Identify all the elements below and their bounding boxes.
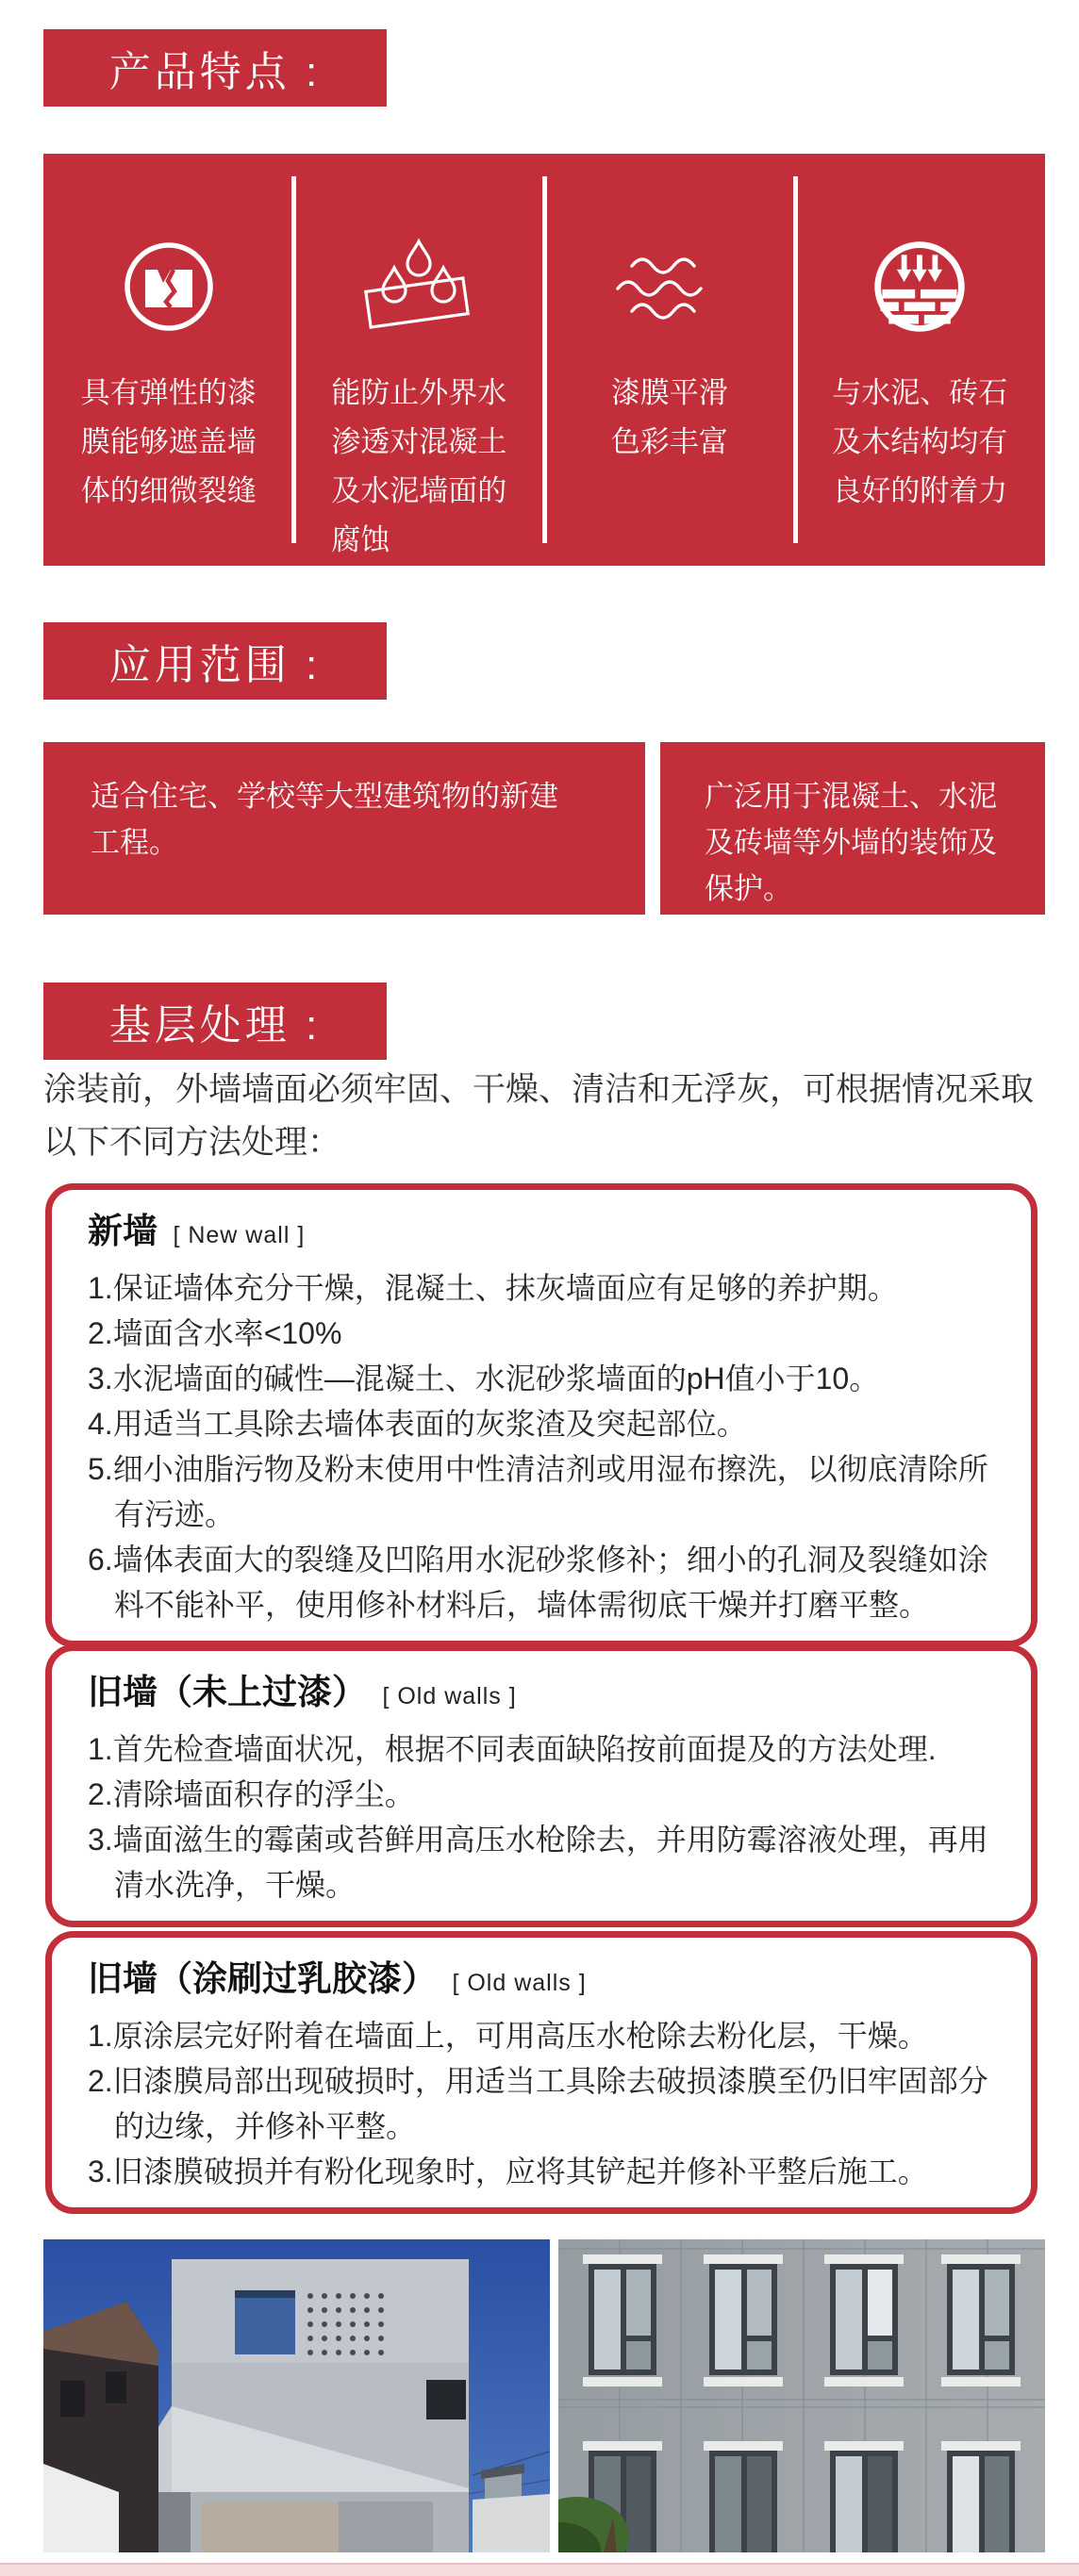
instruction-item: 1.保证墙体充分干燥，混凝土、抹灰墙面应有足够的养护期。	[88, 1271, 898, 1305]
box-title-en: [ Old walls ]	[382, 1683, 517, 1709]
section-heading-product-features: 产品特点 :	[108, 49, 322, 95]
application-card-text: 广泛用于混凝土、水泥及砖墙等外墙的装饰及保护。	[705, 780, 997, 905]
instruction-item: 2.旧漆膜局部出现破损时，用适当工具除去破损漆膜至仍旧牢固部分的边缘，并修补平整。	[88, 2064, 988, 2143]
box-title	[88, 1205, 995, 1265]
feature-text	[832, 369, 1007, 516]
feature-line: 漆膜平滑	[610, 376, 728, 409]
feature-text	[81, 369, 257, 516]
instruction-item: 3.墙面滋生的霉菌或苔鲜用高压水枪除去，并用防霉溶液处理，再用清水洗净，干燥。	[88, 1823, 988, 1902]
instruction-box-new-wall	[45, 1183, 1038, 1647]
box-title-zh: 新墙	[88, 1212, 158, 1250]
instruction-item: 1.原涂层完好附着在墙面上，可用高压水枪除去粉化层，干燥。	[88, 2019, 928, 2053]
box-title-en: [ Old walls ]	[452, 1970, 587, 1996]
instruction-item: 5.细小油脂污物及粉末使用中性清洁剂或用湿布擦洗，以彻底清除所有污迹。	[88, 1452, 988, 1531]
feature-text	[611, 369, 728, 467]
feature-item-smooth-film	[544, 154, 795, 566]
feature-item-adhesion	[795, 154, 1046, 566]
box-title	[88, 1666, 995, 1726]
feature-line: 体的细微裂缝	[80, 474, 257, 507]
feature-line: 与水泥、砖石	[832, 376, 1008, 409]
instruction-item: 2.清除墙面积存的浮尘。	[88, 1777, 415, 1811]
section-banner-applications	[43, 622, 387, 700]
features-panel	[43, 154, 1045, 566]
cracked-wall-icon	[122, 233, 216, 340]
feature-line: 及木结构均有	[832, 425, 1008, 458]
instruction-item: 6.墙体表面大的裂缝及凹陷用水泥砂浆修补；细小的孔洞及裂缝如涂料不能补平，使用修补材料后，墙体需彻底干燥并打磨平整。	[88, 1543, 988, 1622]
instruction-item: 3.水泥墙面的碱性—混凝土、水泥砂浆墙面的pH值小于10。	[88, 1362, 880, 1395]
instruction-item: 1.首先检查墙面状况，根据不同表面缺陷按前面提及的方法处理.	[88, 1732, 937, 1766]
brick-adhesion-icon	[870, 233, 970, 340]
feature-line: 良好的附着力	[832, 474, 1008, 507]
feature-line: 腐蚀	[331, 523, 390, 556]
application-card-surfaces	[660, 742, 1045, 915]
instruction-item: 4.用适当工具除去墙体表面的灰浆渣及突起部位。	[88, 1407, 747, 1441]
base-treatment-intro: 涂装前，外墙墙面必须牢固、干燥、清洁和无浮灰，可根据情况采取以下不同方法处理：	[43, 1071, 1035, 1161]
feature-text	[331, 369, 506, 565]
white-concrete-house-photo	[43, 2239, 550, 2552]
section-banner-base-treatment	[43, 983, 387, 1060]
box-title	[88, 1953, 995, 2013]
section-heading-applications: 应用范围 :	[108, 642, 322, 688]
feature-line: 能防止外界水	[331, 376, 507, 409]
instruction-item: 2.墙面含水率<10%	[88, 1316, 342, 1350]
box-title-zh: 旧墙（未上过漆）	[88, 1673, 367, 1711]
feature-item-water-resistance	[294, 154, 545, 566]
instruction-box-old-wall-painted	[45, 1931, 1038, 2214]
section-banner-product-features	[43, 29, 387, 107]
application-card-buildings	[43, 742, 645, 915]
bottom-section-divider	[0, 2563, 1079, 2576]
instruction-item: 3.旧漆膜破损并有粉化现象时，应将其铲起并修补平整后施工。	[88, 2155, 928, 2188]
feature-line: 色彩丰富	[610, 425, 728, 458]
feature-line: 及水泥墙面的	[331, 474, 507, 507]
box-title-en: [ New wall ]	[173, 1222, 306, 1248]
concrete-facade-windows-photo	[558, 2239, 1045, 2552]
waves-icon	[599, 233, 740, 340]
instruction-box-old-wall-unpainted	[45, 1644, 1038, 1927]
column-divider	[291, 176, 296, 543]
column-divider	[542, 176, 547, 543]
column-divider	[793, 176, 798, 543]
feature-line: 膜能够遮盖墙	[80, 425, 257, 458]
section-heading-base-treatment: 基层处理 :	[108, 1002, 322, 1049]
box-title-zh: 旧墙（涂刷过乳胶漆）	[88, 1959, 437, 1998]
water-drops-icon	[360, 233, 477, 340]
feature-line: 具有弹性的漆	[80, 376, 257, 409]
application-card-text: 适合住宅、学校等大型建筑物的新建工程。	[91, 780, 558, 859]
feature-line: 渗透对混凝土	[331, 425, 507, 458]
feature-item-elastic-film	[43, 154, 294, 566]
